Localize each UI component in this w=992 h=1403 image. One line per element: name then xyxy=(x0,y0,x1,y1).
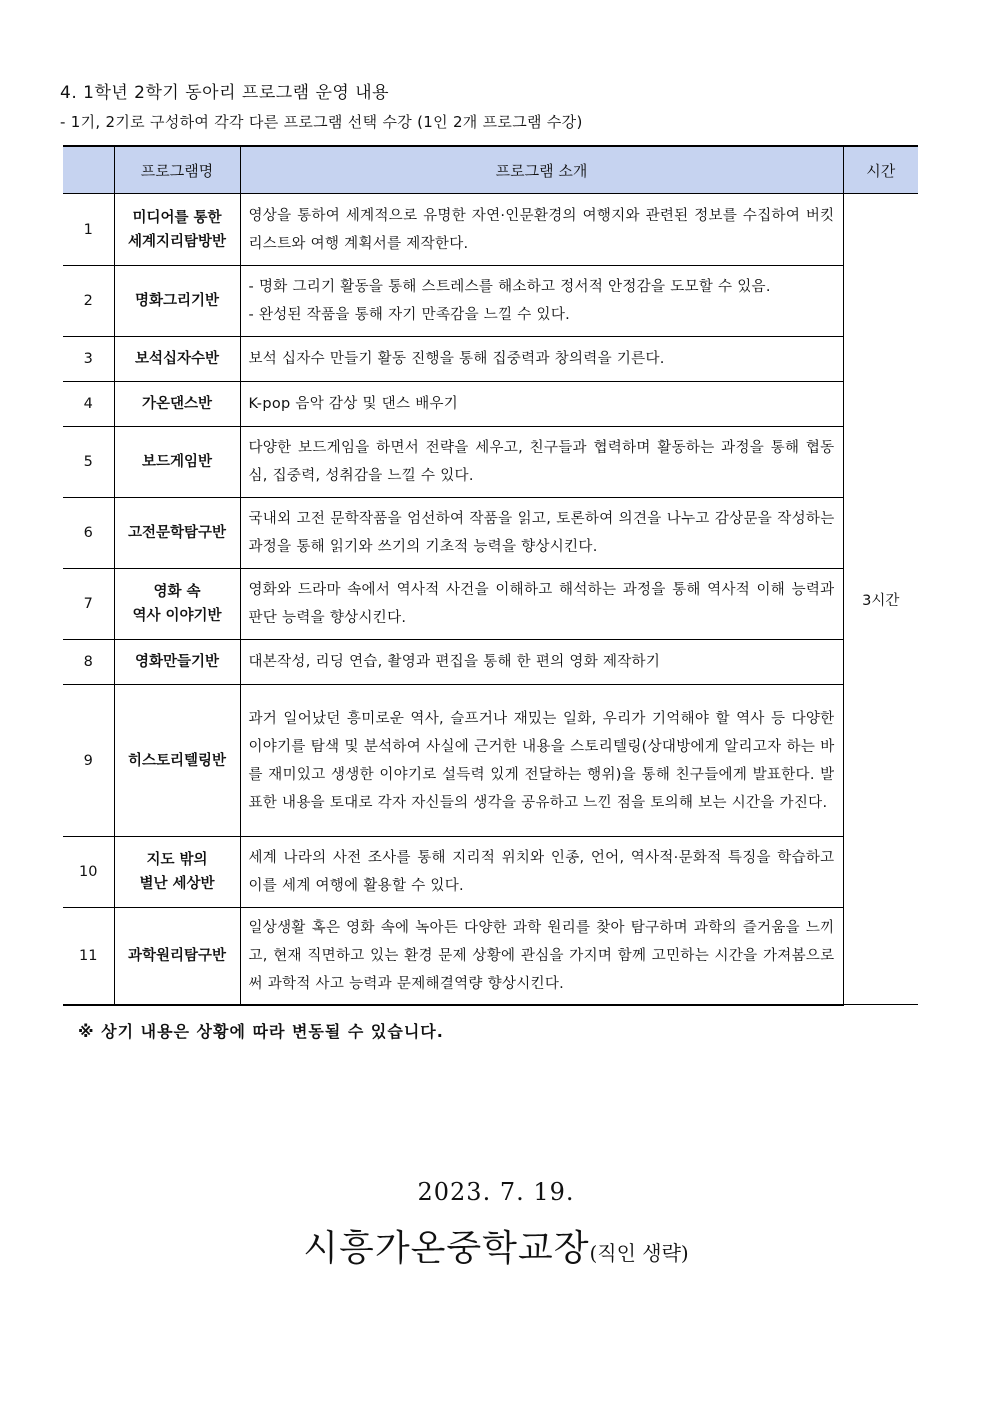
row-number: 2 xyxy=(63,266,114,337)
program-description xyxy=(240,266,843,337)
program-name: 히스토리텔링반 xyxy=(114,685,240,837)
program-name xyxy=(114,569,240,640)
program-description: 대본작성, 리딩 연습, 촬영과 편집을 통해 한 편의 영화 제작하기 xyxy=(240,640,843,685)
program-name: 보드게임반 xyxy=(114,427,240,498)
program-name: 보석십자수반 xyxy=(114,337,240,382)
row-number: 11 xyxy=(63,908,114,1005)
table-row xyxy=(63,266,918,337)
table-row xyxy=(63,569,918,640)
time-cell: 3시간 xyxy=(843,194,918,1005)
signer-name: 시흥가온중학교장 xyxy=(303,1228,590,1269)
description-line: - 완성된 작품을 통해 자기 만족감을 느낄 수 있다. xyxy=(248,307,571,323)
row-number: 5 xyxy=(63,427,114,498)
row-number: 7 xyxy=(63,569,114,640)
program-description: 영화와 드라마 속에서 역사적 사건을 이해하고 해석하는 과정을 통해 역사적 이해 능력과 판단 능력을 향상시킨다. xyxy=(240,569,843,640)
row-number: 1 xyxy=(63,194,114,266)
table-row xyxy=(63,837,918,908)
program-name-line: 영화 속 xyxy=(153,584,201,600)
program-description: 영상을 통하여 세계적으로 유명한 자연·인문환경의 여행지와 관련된 정보를 수집하여 버킷리스트와 여행 계획서를 제작한다. xyxy=(240,194,843,266)
table-header-row xyxy=(63,146,918,194)
program-name-line: 세계지리탐방반 xyxy=(127,233,227,250)
program-name: 명화그리기반 xyxy=(114,266,240,337)
header-time: 시간 xyxy=(843,146,918,194)
description-line: - 명화 그리기 활동을 통해 스트레스를 해소하고 정서적 안정감을 도모할 수 있음. xyxy=(248,279,771,295)
header-num xyxy=(63,146,114,194)
program-name-line: 미디어를 통한 xyxy=(132,209,222,226)
table-row xyxy=(63,337,918,382)
row-number: 9 xyxy=(63,685,114,837)
program-name: 영화만들기반 xyxy=(114,640,240,685)
table-row xyxy=(63,427,918,498)
program-description: 국내외 고전 문학작품을 엄선하여 작품을 읽고, 토론하여 의견을 나누고 감상문을 작성하는 과정을 통해 읽기와 쓰기의 기초적 능력을 향상시킨다. xyxy=(240,498,843,569)
table-row xyxy=(63,498,918,569)
table-row xyxy=(63,908,918,1005)
row-number: 3 xyxy=(63,337,114,382)
header-program-desc: 프로그램 소개 xyxy=(240,146,843,194)
row-number: 8 xyxy=(63,640,114,685)
program-description: 보석 십자수 만들기 활동 진행을 통해 집중력과 창의력을 기른다. xyxy=(240,337,843,382)
program-description: 일상생활 혹은 영화 속에 녹아든 다양한 과학 원리를 찾아 탐구하며 과학의 즐거움을 느끼고, 현재 직면하고 있는 환경 문제 상황에 관심을 가지며 함께 고민하는 시간을 가져봄으로써 과학적 사고 능력과 문제해결역량 향상시킨다. xyxy=(240,908,843,1005)
table-row xyxy=(63,194,918,266)
section-subtitle: - 1기, 2기로 구성하여 각각 다른 프로그램 선택 수강 (1인 2개 프로그램 수강) xyxy=(60,113,583,131)
program-description: 세계 나라의 사전 조사를 통해 지리적 위치와 인종, 언어, 역사적·문화적 특징을 학습하고 이를 세계 여행에 활용할 수 있다. xyxy=(240,837,843,908)
section-title: 4. 1학년 2학기 동아리 프로그램 운영 내용 xyxy=(60,83,390,103)
program-description: K-pop 음악 감상 및 댄스 배우기 xyxy=(240,382,843,427)
seal-note: (직인 생략) xyxy=(589,1241,689,1265)
change-notice: ※ 상기 내용은 상황에 따라 변동될 수 있습니다. xyxy=(78,1022,444,1041)
program-name xyxy=(114,194,240,266)
program-name-line: 지도 밖의 xyxy=(146,852,208,868)
program-name-line: 역사 이야기반 xyxy=(132,608,222,624)
table-row xyxy=(63,685,918,837)
table-row xyxy=(63,640,918,685)
program-table xyxy=(63,145,918,1006)
row-number: 10 xyxy=(63,837,114,908)
program-description: 다양한 보드게임을 하면서 전략을 세우고, 친구들과 협력하며 활동하는 과정을 통해 협동심, 집중력, 성취감을 느낄 수 있다. xyxy=(240,427,843,498)
row-number: 4 xyxy=(63,382,114,427)
document-date: 2023. 7. 19. xyxy=(417,1178,575,1206)
program-name xyxy=(114,837,240,908)
row-number: 6 xyxy=(63,498,114,569)
program-name: 고전문학탐구반 xyxy=(114,498,240,569)
program-name: 가온댄스반 xyxy=(114,382,240,427)
signature-block xyxy=(0,1220,992,1271)
program-description: 과거 일어났던 흥미로운 역사, 슬프거나 재밌는 일화, 우리가 기억해야 할 역사 등 다양한 이야기를 탐색 및 분석하여 사실에 근거한 내용을 스토리텔링(상대방에게 알리고자 하는 바를 재미있고 생생한 이야기로 설득력 있게 전달하는 행위)을 통해 친구들에게 발표한다. 발표한 내용을 토대로 각자 자신들의 생각을 공유하고 느낀 점을 토의해 보는 시간을 가진다. xyxy=(240,685,843,837)
program-name-line: 별난 세상반 xyxy=(139,876,215,892)
table-row xyxy=(63,382,918,427)
program-name: 과학원리탐구반 xyxy=(114,908,240,1005)
header-program-name: 프로그램명 xyxy=(114,146,240,194)
